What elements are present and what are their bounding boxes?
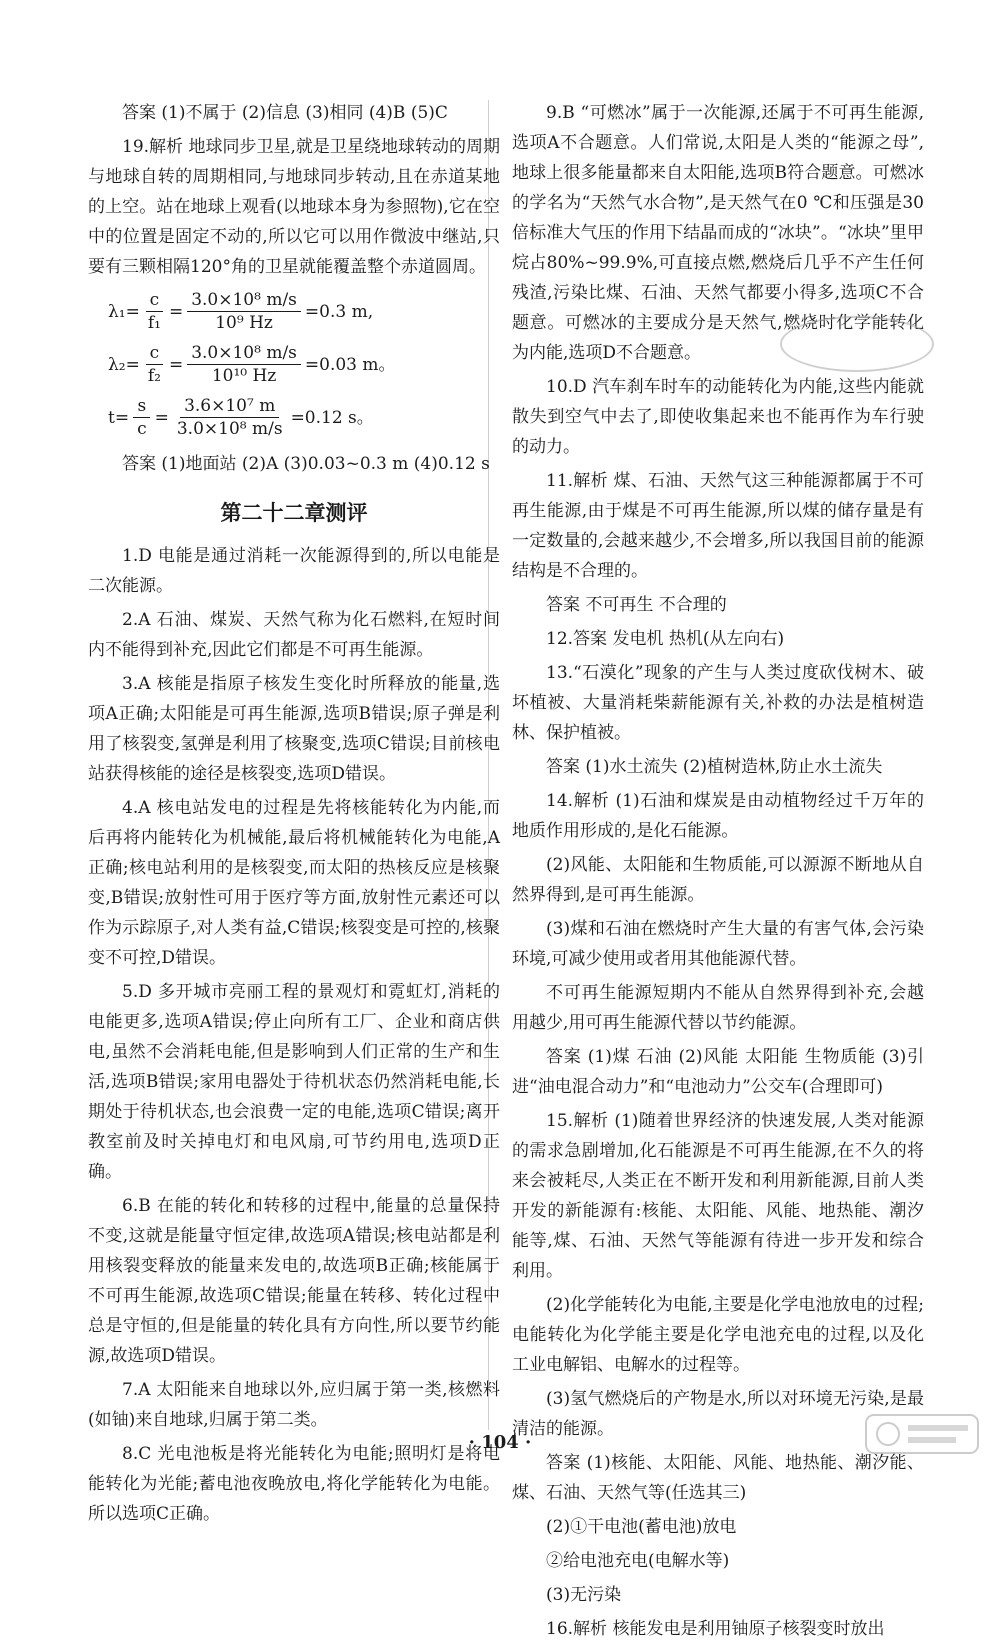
stamp-mark — [780, 316, 934, 372]
answer-15-part4: (3)无污染 — [546, 1585, 622, 1605]
answer-11: 答案 不可再生 不合理的 — [546, 595, 727, 615]
answer-13: 答案 (1)水土流失 (2)植树造林,防止水土流失 — [546, 757, 883, 777]
question-14-part2: (2)风能、太阳能和生物质能,可以源源不断地从自然界得到,是可再生能源。 — [512, 855, 924, 905]
answer-15-part2: (2)①干电池(蓄电池)放电 — [546, 1517, 737, 1537]
equation-time: t= $\frac{s}{c}$ = $\frac{\text{3.6×10⁷ m}}{\text{3.0×10⁸ m/s}}$ =0.12 s。 — [108, 396, 374, 439]
equation-lambda2: λ₂= $\frac{c}{\text{f₂}}$ = $\frac{\text{3.0×10⁸ m/s}}{\text{10¹⁰ Hz}}$ =0.03 m。 — [108, 343, 396, 386]
question-5: 5.D 多开城市亮丽工程的景观灯和霓虹灯,消耗的电能更多,选项A错误;停止向所有工厂、企业和商店供电,虽然不会消耗电能,但是影响到人们正常的生产和生活,选项B错误;家用电器处于待机状态仍然消耗电能,长期处于待机状态,也会浪费一定的电能,选项C错误;离开教室前及时关掉电灯和电风扇,可节约用电,选项D正确。 — [88, 982, 500, 1182]
question-14-part1: 14.解析 (1)石油和煤炭是由动植物经过千万年的地质作用形成的,是化石能源。 — [512, 791, 924, 841]
fraction: $\frac{c}{\text{f₁}}$ — [144, 290, 165, 333]
question-14-part3: (3)煤和石油在燃烧时产生大量的有害气体,会污染环境,可减少使用或者用其他能源代替。 — [512, 919, 924, 969]
left-column — [88, 98, 500, 1533]
fraction: $\frac{\text{3.6×10⁷ m}}{\text{3.0×10⁸ m/s}}$ — [176, 396, 283, 439]
question-15-part1: 15.解析 (1)随着世界经济的快速发展,人类对能源的需求急剧增加,化石能源是不可再生能源,在不久的将来会被耗尽,人类正在不断开发和利用新能源,目前人类开发的新能源有:核能、太阳能、风能、地热能、潮汐能等,煤、石油、天然气等能源有待进一步开发和综合利用。 — [512, 1111, 924, 1281]
equation-lambda1: λ₁= $\frac{c}{\text{f₁}}$ = $\frac{\text{3.0×10⁸ m/s}}{\text{10⁹ Hz}}$ =0.3 m, — [108, 290, 374, 333]
fraction: $\frac{\text{3.0×10⁸ m/s}}{\text{10⁹ Hz}}$ — [187, 290, 301, 333]
question-4: 4.A 核电站发电的过程是先将核能转化为内能,而后再将内能转化为机械能,最后将机械能转化为电能,A正确;核电站利用的是核裂变,而太阳的热核反应是核聚变,B错误;放射性可用于医疗等方面,放射性元素还可以作为示踪原子,对人类有益,C错误;核裂变是可控的,核聚变不可控,D错误。 — [88, 798, 500, 968]
question-8: 8.C 光电池板是将光能转化为电能;照明灯是将电能转化为光能;蓄电池夜晚放电,将化学能转化为电能。所以选项C正确。 — [88, 1444, 500, 1524]
question-19: 19.解析 地球同步卫星,就是卫星绕地球转动的周期与地球自转的周期相同,与地球同步转动,且在赤道某地的上空。站在地球上观看(以地球本身为参照物),它在空中的位置是固定不动的,所以它可以用作微波中继站,只要有三颗相隔120°角的卫星就能覆盖整个赤道圆周。 — [88, 137, 500, 277]
question-10: 10.D 汽车刹车时车的动能转化为内能,这些内能就散失到空气中去了,即使收集起来也不能再作为车行驶的动力。 — [512, 377, 924, 457]
question-15-part3: (3)氢气燃烧后的产物是水,所以对环境无污染,是最清洁的能源。 — [512, 1389, 924, 1439]
question-6: 6.B 在能的转化和转移的过程中,能量的总量保持不变,这就是能量守恒定律,故选项A错误;核电站都是利用核裂变释放的能量来发电的,故选项B正确;核能属于不可再生能源,故选项C错误;能量在转移、转化过程中总是守恒的,但是能量的转化具有方向性,所以要节约能源,故选项D错误。 — [88, 1196, 500, 1366]
question-12: 12.答案 发电机 热机(从左向右) — [546, 629, 785, 649]
question-13: 13.“石漠化”现象的产生与人类过度砍伐树木、破坏植被、大量消耗柴薪能源有关,补救的办法是植树造林、保护植被。 — [512, 663, 924, 743]
question-3: 3.A 核能是指原子核发生变化时所释放的能量,选项A正确;太阳能是可再生能源,选项B错误;原子弹是利用了核裂变,氢弹是利用了核聚变,选项C错误;目前核电站获得核能的途径是核裂变,选项D错误。 — [88, 674, 500, 784]
answer-19: 答案 (1)地面站 (2)A (3)0.03~0.3 m (4)0.12 s — [122, 454, 490, 474]
page-number: · 104 · — [468, 1432, 532, 1453]
question-2: 2.A 石油、煤炭、天然气称为化石燃料,在短时间内不能得到补充,因此它们都是不可再生能源。 — [88, 610, 500, 660]
fraction: $\frac{c}{\text{f₂}}$ — [144, 343, 165, 386]
fraction: $\frac{s}{c}$ — [133, 396, 151, 439]
answer-15-part3: ②给电池充电(电解水等) — [546, 1551, 730, 1571]
answer-18: 答案 (1)不属于 (2)信息 (3)相同 (4)B (5)C — [122, 103, 448, 123]
answer-15-part1: 答案 (1)核能、太阳能、风能、地热能、潮汐能、煤、石油、天然气等(任选其三) — [512, 1453, 924, 1503]
question-1: 1.D 电能是通过消耗一次能源得到的,所以电能是二次能源。 — [88, 546, 500, 596]
question-16: 16.解析 核能发电是利用铀原子核裂变时放出 — [546, 1619, 885, 1639]
eq-lhs: λ₁= — [108, 301, 140, 322]
question-14-part4: 不可再生能源短期内不能从自然界得到补充,会越用越少,用可再生能源代替以节约能源。 — [512, 983, 924, 1033]
fraction: $\frac{\text{3.0×10⁸ m/s}}{\text{10¹⁰ Hz}}$ — [187, 343, 301, 386]
question-15-part2: (2)化学能转化为电能,主要是化学电池放电的过程;电能转化为化学能主要是化学电池充电的过程,以及化工业电解铝、电解水的过程等。 — [512, 1295, 924, 1375]
answer-14: 答案 (1)煤 石油 (2)风能 太阳能 生物质能 (3)引进“油电混合动力”和“电池动力”公交车(合理即可) — [512, 1047, 924, 1097]
question-7: 7.A 太阳能来自地球以外,应归属于第一类,核燃料(如铀)来自地球,归属于第二类。 — [88, 1380, 500, 1430]
chapter-title: 第二十二章测评 — [220, 501, 368, 525]
question-11: 11.解析 煤、石油、天然气这三种能源都属于不可再生能源,由于煤是不可再生能源,所以煤的储存量是有一定数量的,会越来越少,不会增多,所以我国目前的能源结构是不合理的。 — [512, 471, 924, 581]
question-9: 9.B “可燃冰”属于一次能源,还属于不可再生能源,选项A不合题意。人们常说,太阳是人类的“能源之母”,地球上很多能量都来自太阳能,选项B符合题意。可燃冰的学名为“天然气水合物”,是天然气在0 ℃和压强是30倍标准大气压的作用下结晶而成的“冰块”。“冰块”里甲烷占80%~99.9%,可直接点燃,燃烧后几乎不产生任何残渣,污染比煤、石油、天然气都要小得多,选项C不合题意。可燃冰的主要成分是天然气,燃烧时化学能转化为内能,选项D不合题意。 — [512, 103, 924, 363]
